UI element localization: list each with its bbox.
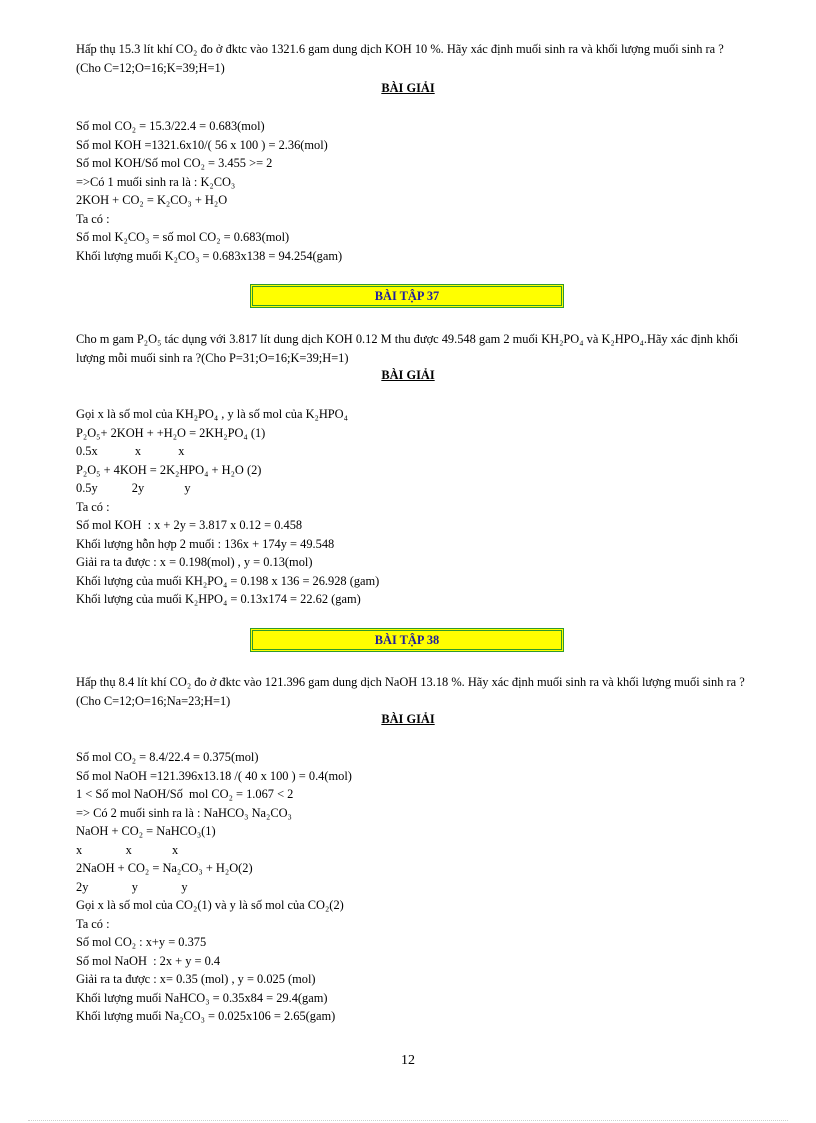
solution-line: Ta có : xyxy=(76,211,110,226)
solution-line: Số mol KOH/Số mol CO₂ = 3.455 >= 2 xyxy=(76,156,273,170)
problem-38-text: Hấp thụ 8.4 lít khí CO₂ đo ở đktc vào 121.396 gam dung dịch NaOH 13.18 %. Hãy xác định muối sinh ra và khối lượng muối sinh ra ?(Cho C=12;O=16;Na=23;H=1) xyxy=(76,675,745,708)
solution-line: Số mol K₂CO₃ = số mol CO₂ = 0.683(mol) xyxy=(76,230,290,244)
solution-line: 2NaOH + CO₂ = Na₂CO₃ + H₂O(2) xyxy=(76,861,253,875)
solution-line: Số mol KOH =1321.6x10/( 56 x 100 ) = 2.36(mol) xyxy=(76,137,328,152)
exercise-37-banner: BÀI TẬP 37 xyxy=(250,284,564,308)
solution-line: 2y y y xyxy=(76,879,188,894)
solution-line: Số mol NaOH : 2x + y = 0.4 xyxy=(76,953,221,968)
solution-line: Giải ra ta được : x= 0.35 (mol) , y = 0.025 (mol) xyxy=(76,972,316,986)
solution-heading-3: BÀI GIẢI xyxy=(381,712,435,726)
solution-line: 0.5y 2y y xyxy=(76,481,191,495)
solution-line: 0.5x x x xyxy=(76,444,185,458)
solution-line: P₂O₅ + 4KOH = 2K₂HPO₄ + H₂O (2) xyxy=(76,462,262,477)
solution-line: Khối lượng muối NaHCO₃ = 0.35x84 = 29.4(gam) xyxy=(76,990,328,1005)
problem-37-text: Cho m gam P₂O₅ tác dụng với 3.817 lít dung dịch KOH 0.12 M thu được 49.548 gam 2 muối KH₂PO₄ và K₂HPO₄.Hãy xác định khối lượng mỗi muối sinh ra ?(Cho P=31;O=16;K=39;H=1) xyxy=(76,332,739,365)
solution-line: Số mol CO₂ : x+y = 0.375 xyxy=(76,935,207,949)
page-number: 12 xyxy=(401,1053,415,1068)
solution-line: Số mol KOH : x + 2y = 3.817 x 0.12 = 0.458 xyxy=(76,518,303,532)
solution-line: P₂O₅+ 2KOH + +H₂O = 2KH₂PO₄ (1) xyxy=(76,425,266,440)
solution-line: Ta có : xyxy=(76,916,110,931)
solution-line: => Có 2 muối sinh ra là : NaHCO₃ Na₂CO₃ xyxy=(76,805,292,820)
solution-line: Ta có : xyxy=(76,499,110,514)
solution-line: Khối lượng muối K₂CO₃ = 0.683x138 = 94.254(gam) xyxy=(76,248,343,263)
solution-line: 1 < Số mol NaOH/Số mol CO₂ = 1.067 < 2 xyxy=(76,787,294,801)
solution-line: x x x xyxy=(76,842,179,857)
solution-line: Khối lượng hỗn hợp 2 muối : 136x + 174y = 49.548 xyxy=(76,536,335,551)
solution-line: Số mol NaOH =121.396x13.18 /( 40 x 100 ) = 0.4(mol) xyxy=(76,768,352,783)
solution-line: 2KOH + CO₂ = K₂CO₃ + H₂O xyxy=(76,193,228,207)
solution-line: Khối lượng của muối KH₂PO₄ = 0.198 x 136 = 26.928 (gam) xyxy=(76,573,380,588)
solution-line: Gọi x là số mol của CO₂(1) và y là số mol của CO₂(2) xyxy=(76,898,344,912)
solution-line: NaOH + CO₂ = NaHCO₃(1) xyxy=(76,824,216,838)
solution-heading-2: BÀI GIẢI xyxy=(381,368,435,382)
page-bottom-rule xyxy=(28,1120,788,1121)
solution-line: Số mol CO₂ = 8.4/22.4 = 0.375(mol) xyxy=(76,750,259,764)
solution-line: Gọi x là số mol của KH₂PO₄ , y là số mol của K₂HPO₄ xyxy=(76,407,348,421)
solution-line: Khối lượng muối Na₂CO₃ = 0.025x106 = 2.65(gam) xyxy=(76,1009,336,1023)
solution-line: Giải ra ta được : x = 0.198(mol) , y = 0.13(mol) xyxy=(76,555,313,569)
solution-line: Khối lượng của muối K₂HPO₄ = 0.13x174 = 22.62 (gam) xyxy=(76,592,361,606)
exercise-38-banner: BÀI TẬP 38 xyxy=(250,628,564,652)
solution-line: Số mol CO₂ = 15.3/22.4 = 0.683(mol) xyxy=(76,119,265,133)
solution-heading-1: BÀI GIẢI xyxy=(381,81,435,95)
solution-line: =>Có 1 muối sinh ra là : K₂CO₃ xyxy=(76,174,236,189)
problem-36-text: Hấp thụ 15.3 lít khí CO₂ đo ở đktc vào 1321.6 gam dung dịch KOH 10 %. Hãy xác định muối sinh ra và khối lượng muối sinh ra ?(Cho C=12;O=16;K=39;H=1) xyxy=(76,42,724,75)
